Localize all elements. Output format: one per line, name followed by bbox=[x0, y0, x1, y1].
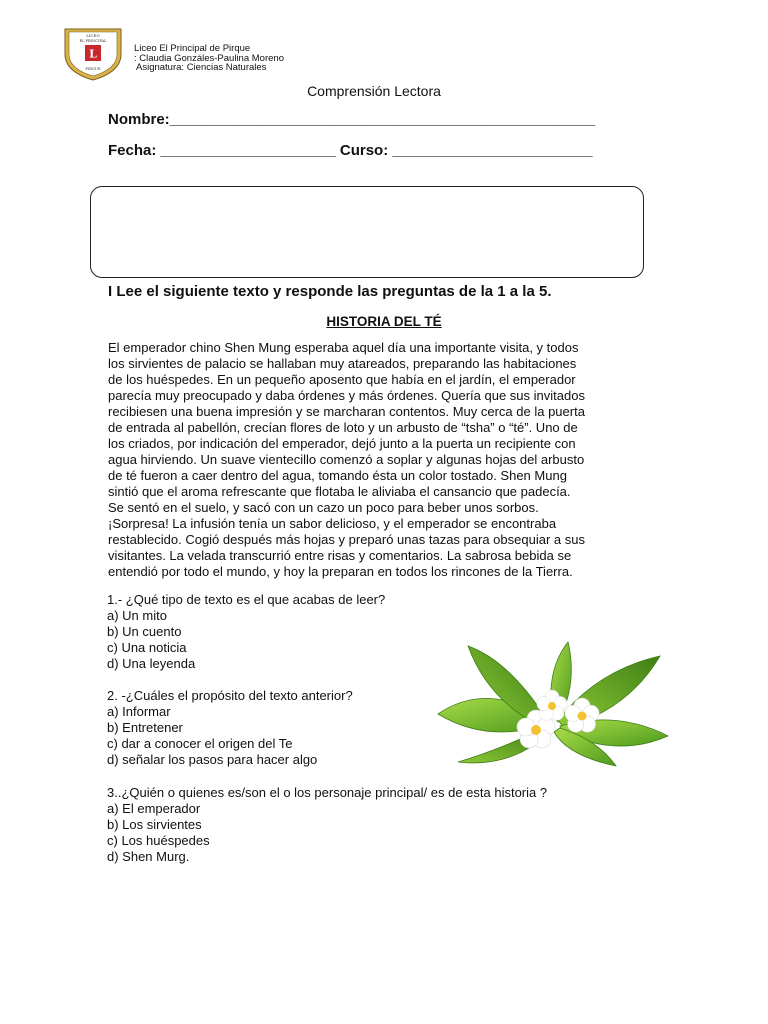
subject-line: Asignatura: Ciencias Naturales bbox=[136, 62, 267, 73]
q3-option-b[interactable]: b) Los sirvientes bbox=[107, 817, 202, 832]
page-title: Comprensión Lectora bbox=[307, 83, 441, 99]
story-line: El emperador chino Shen Mung esperaba aquel día una importante visita, y todos bbox=[108, 340, 579, 355]
story-line: recibiesen una buena impresión y se marcharan contentos. Muy cerca de la puerta bbox=[108, 404, 585, 419]
q2-option-a[interactable]: a) Informar bbox=[107, 704, 171, 719]
story-line: de entrada al pabellón, crecían flores de loto y un arbusto de “tsha” o “té”. Uno de bbox=[108, 420, 578, 435]
logo-text-top: LICEO bbox=[86, 33, 100, 38]
logo-text-mid: EL PRINCIPAL bbox=[79, 39, 107, 43]
story-title: HISTORIA DEL TÉ bbox=[326, 314, 442, 329]
story-line: sintió que el aroma refrescante que flotaba le aliviaba el cansancio que padecía. bbox=[108, 484, 571, 499]
q2-option-d[interactable]: d) señalar los pasos para hacer algo bbox=[107, 752, 318, 767]
instruction: I Lee el siguiente texto y responde las preguntas de la 1 a la 5. bbox=[108, 283, 552, 300]
q3-option-a[interactable]: a) El emperador bbox=[107, 801, 201, 816]
fecha-curso-field[interactable]: Fecha: _____________________ Curso: ________________________ bbox=[108, 142, 593, 159]
q1-option-c[interactable]: c) Una noticia bbox=[107, 640, 187, 655]
story-line: parecía muy preocupado y daba órdenes y más órdenes. Quería que sus invitados bbox=[108, 388, 585, 403]
story-line: los criados, por indicación del emperador, dejó junto a la puerta un recipiente con bbox=[108, 436, 576, 451]
teachers-line: : Claudia Gonzáles-Paulina Moreno bbox=[134, 53, 284, 64]
nombre-field[interactable]: Nombre:___________________________________________________ bbox=[108, 111, 596, 128]
q2-option-b[interactable]: b) Entretener bbox=[107, 720, 183, 735]
story-line: Se sentó en el suelo, y sacó con un cazo un poco para beber unos sorbos. bbox=[108, 500, 539, 515]
q3-option-c[interactable]: c) Los huéspedes bbox=[107, 833, 210, 848]
story-line: entendió por todo el mundo, y hoy la preparan en todos los rincones de la Tierra. bbox=[108, 564, 573, 579]
story-line: de té fueron a caer dentro del agua, tomando ésta un color tostado. Shen Mung bbox=[108, 468, 567, 483]
story-line: ¡Sorpresa! La infusión tenía un sabor delicioso, y el emperador se encontraba bbox=[108, 516, 557, 531]
school-logo bbox=[62, 26, 124, 82]
question-1: 1.- ¿Qué tipo de texto es el que acabas de leer? bbox=[107, 592, 386, 607]
tea-flower-image bbox=[428, 640, 674, 776]
logo-text-bottom: PIRQUE bbox=[85, 67, 101, 71]
q3-option-d[interactable]: d) Shen Murg. bbox=[107, 849, 190, 864]
logo-initial: L bbox=[89, 47, 97, 61]
question-2: 2. -¿Cuáles el propósito del texto anterior? bbox=[107, 688, 353, 703]
q2-option-c[interactable]: c) dar a conocer el origen del Te bbox=[107, 736, 293, 751]
q1-option-a[interactable]: a) Un mito bbox=[107, 608, 167, 623]
answer-box bbox=[90, 186, 644, 278]
story-line: visitantes. La velada transcurrió entre risas y comentarios. La sabrosa bebida se bbox=[108, 548, 572, 563]
story-line: de los huéspedes. En un pequeño aposento que había en el jardín, el emperador bbox=[108, 372, 576, 387]
q1-option-b[interactable]: b) Un cuento bbox=[107, 624, 182, 639]
school-name: Liceo El Principal de Pirque bbox=[134, 43, 251, 54]
q1-option-d[interactable]: d) Una leyenda bbox=[107, 656, 196, 671]
question-3: 3..¿Quién o quienes es/son el o los personaje principal/ es de esta historia ? bbox=[107, 785, 548, 800]
story-line: los sirvientes de palacio se hallaban muy atareados, preparando las habitaciones bbox=[108, 356, 577, 371]
story-line: agua hirviendo. Un suave vientecillo comenzó a soplar y algunas hojas del arbusto bbox=[108, 452, 585, 467]
story-line: restablecido. Cogió después más hojas y preparó unas tazas para obsequiar a sus bbox=[108, 532, 585, 547]
